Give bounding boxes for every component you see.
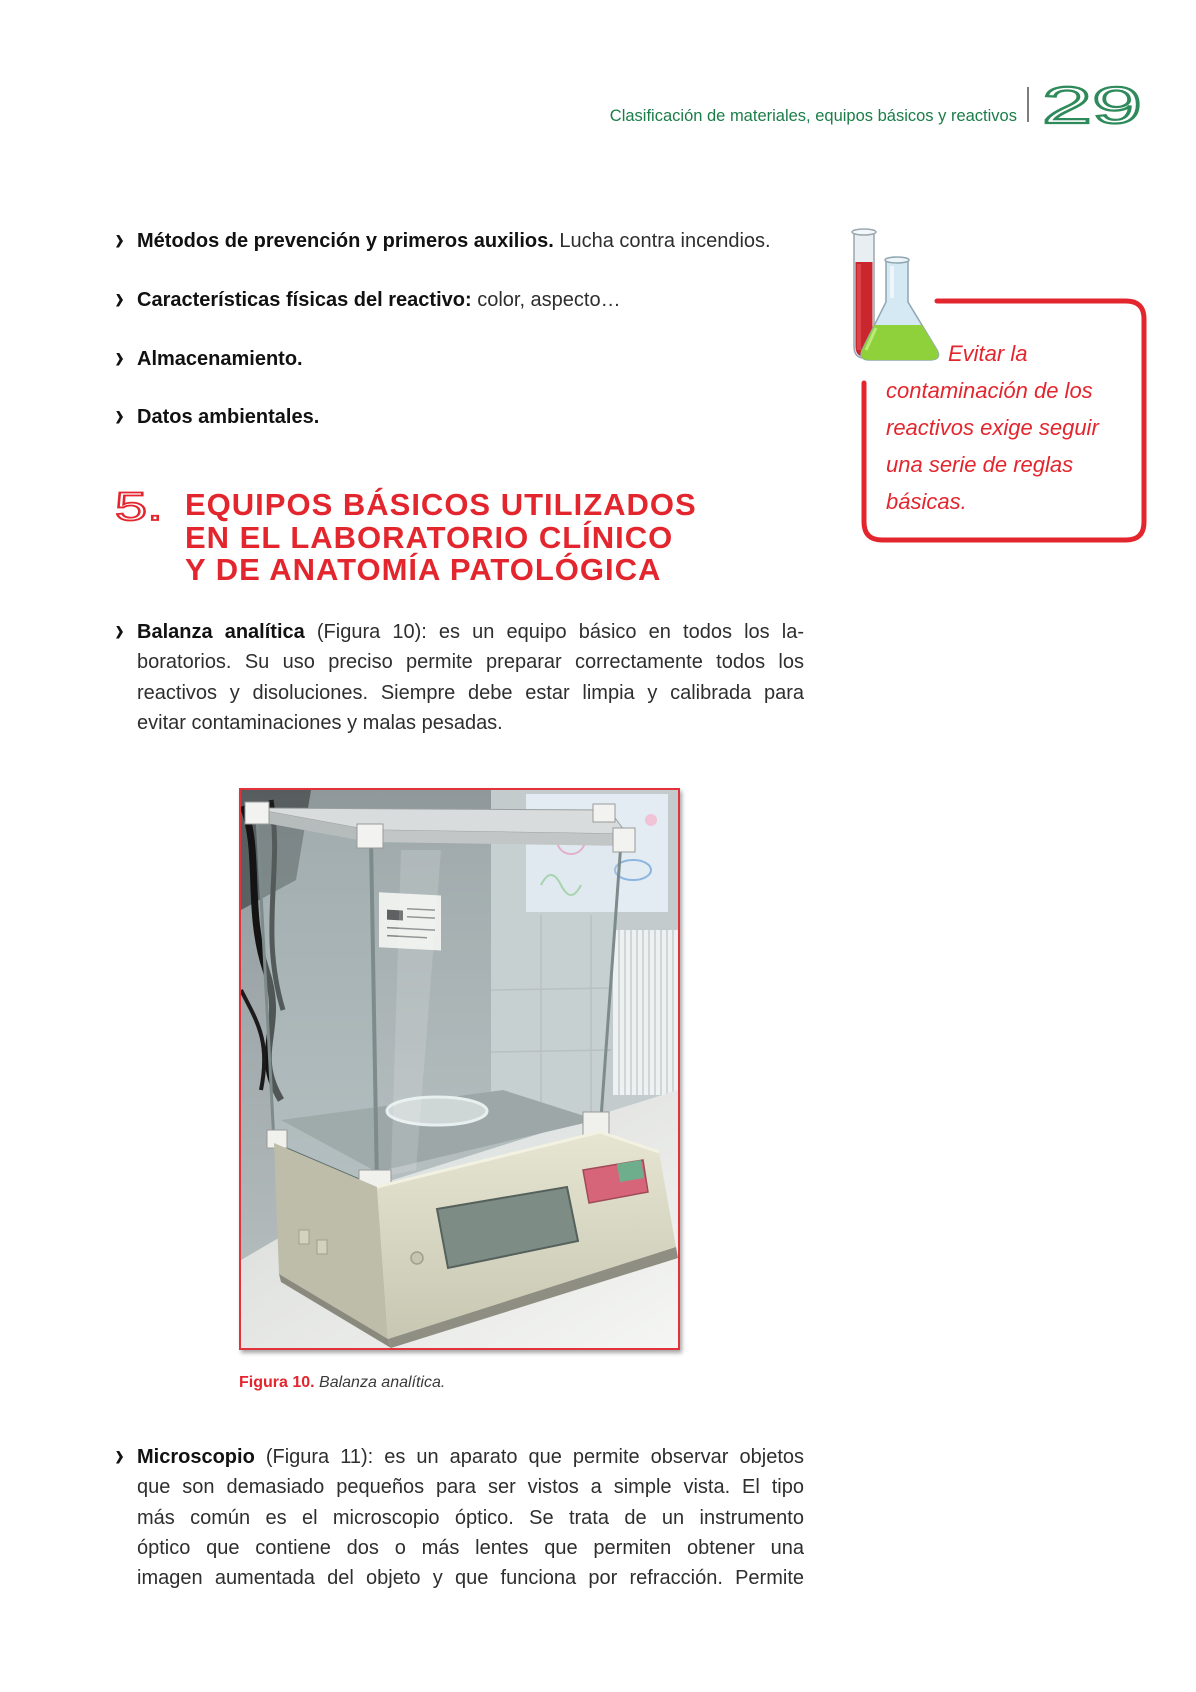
- figure-caption: [239, 1373, 445, 1393]
- page-number-text: 29: [1042, 82, 1142, 128]
- chevron-right-icon: [116, 1451, 123, 1464]
- paragraph-line: [137, 617, 804, 647]
- paragraph-line: evitar contaminaciones y malas pesadas.: [137, 711, 503, 734]
- section-heading-line: EQUIPOS BÁSICOS UTILIZADOS: [185, 487, 697, 522]
- bullet-term: Almacenamiento.: [137, 348, 303, 370]
- paragraph-term: Balanza analítica: [137, 621, 305, 643]
- sidebar-note-text: [886, 335, 1136, 520]
- paragraph-line: más común es el microscopio óptico. Se trata de un instrumento: [137, 1506, 804, 1529]
- bullet-text: [137, 402, 319, 432]
- chevron-right-icon: [116, 353, 123, 366]
- running-header-title: Clasificación de materiales, equipos básicos y reactivos: [609, 107, 1017, 125]
- bullet-text: [137, 226, 771, 256]
- paragraph-text: (Figura 11): es un aparato que permite observar objetos: [254, 1446, 804, 1468]
- radiator: [613, 930, 678, 1095]
- note-line: Evitar la: [948, 340, 1028, 366]
- section-heading-line: Y DE ANATOMÍA PATOLÓGICA: [185, 552, 662, 588]
- figure-caption-text: Balanza analítica.: [314, 1374, 446, 1391]
- bullet-description: color, aspecto…: [471, 289, 621, 311]
- page-number: [1040, 82, 1148, 128]
- chevron-right-icon: [116, 626, 123, 639]
- chevron-right-icon: [116, 294, 123, 307]
- paragraph-term: Microscopio: [137, 1446, 255, 1468]
- paragraph-line: [137, 1442, 804, 1472]
- paragraph-line: que son demasiado pequeños para ser vistos a simple vista. El tipo: [137, 1476, 804, 1499]
- paragraph-body: [137, 617, 804, 738]
- paragraph-line: reactivos y disoluciones. Siempre debe estar limpia y calibrada para: [137, 681, 804, 704]
- paragraph-line: imagen aumentada del objeto y que funciona por refracción. Permite: [137, 1567, 804, 1590]
- paragraph-text: (Figura 10): es un equipo básico en todos los la-: [304, 621, 804, 643]
- chevron-right-icon: [116, 411, 123, 424]
- chevron-right-icon: [116, 235, 123, 248]
- section-heading: [185, 489, 697, 587]
- bullet-text: [137, 344, 303, 374]
- note-line: reactivos exige seguir: [886, 414, 1099, 440]
- paragraph-line: óptico que contiene dos o más lentes que permiten obtener una: [137, 1536, 804, 1559]
- note-line: básicas.: [886, 488, 967, 514]
- section-heading-line: EN EL LABORATORIO CLÍNICO: [185, 519, 674, 555]
- note-line: una serie de reglas: [886, 451, 1074, 477]
- bullet-text: [137, 285, 621, 315]
- paragraph-line: boratorios. Su uso preciso permite preparar correctamente todos los: [137, 651, 804, 674]
- bullet-term: Características físicas del reactivo:: [137, 289, 472, 311]
- bullet-term: Datos ambientales.: [137, 406, 320, 428]
- bullet-description: Lucha contra incendios.: [553, 230, 771, 252]
- section-number: [112, 484, 172, 526]
- note-line: contaminación de los: [886, 377, 1093, 403]
- paragraph-body: [137, 1442, 804, 1593]
- figure-label: Figura 10.: [239, 1374, 315, 1391]
- header-divider: [1027, 87, 1029, 122]
- figure-photo-frame: [239, 788, 680, 1350]
- balance-photo: [241, 790, 678, 1348]
- section-number-text: 5.: [115, 485, 163, 526]
- bullet-term: Métodos de prevención y primeros auxilios.: [137, 230, 554, 252]
